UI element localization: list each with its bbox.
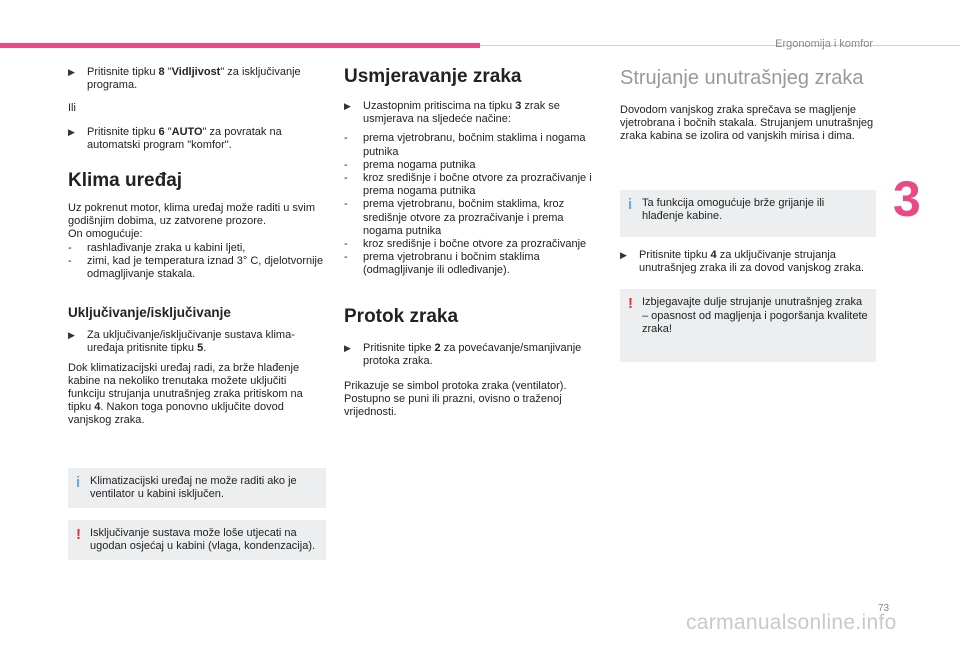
column-middle — [344, 66, 600, 430]
air-flow-paragraph: Prikazuje se simbol protoka zraka (ventilator). Postupno se puni ili prazni, ovisno o traženoj vrijednosti. — [344, 380, 567, 419]
list-item: - prema vjetrobranu, bočnim staklima, kroz središnje otvore za prozračivanje i prema nogama putnika — [344, 198, 565, 237]
step-visibility-off: ▶ Pritisnite tipku 8 "Vidljivost" za isključivanje programa. — [68, 66, 301, 92]
list-item: - prema vjetrobranu i bočnim staklima (odmagljivanje ili odleđivanje). — [344, 251, 540, 277]
step-arrow-icon: ▶ — [344, 342, 351, 353]
list-item: - zimi, kad je temperatura iznad 3° C, djelotvornije odmagljivanje stakala. — [68, 254, 324, 281]
heading-on-off: Uključivanje/isključivanje — [68, 305, 231, 321]
step-recirculation: ▶ Pritisnite tipku 4 za uključivanje strujanja unutrašnjeg zraka ili za dovod vanjskog zraka. — [620, 249, 865, 275]
list-item: - prema nogama putnika — [344, 158, 476, 171]
recirculation-intro: Dovodom vanjskog zraka sprečava se magljenje vjetrobrana i bočnih stakala. Strujanjem unutrašnjeg zraka kabina se izolira od vanjskih mirisa i dima. — [620, 104, 874, 143]
page-number: 73 — [878, 603, 890, 614]
heading-recirculation: Strujanje unutrašnjeg zraka — [620, 67, 864, 89]
list-item: - kroz središnje i bočne otvore za prozračivanje i prema nogama putnika — [344, 172, 592, 198]
info-icon: i — [628, 195, 633, 213]
warning-note-ac-off: ! Isključivanje sustava može loše utjecati na ugodan osjećaj u kabini (vlaga, kondenzacija). — [68, 520, 326, 560]
chapter-number: 3 — [893, 171, 921, 227]
warning-icon: ! — [76, 526, 81, 544]
step-arrow-icon: ▶ — [620, 250, 627, 261]
list-item: - prema vjetrobranu, bočnim staklima i nogama putnika — [344, 132, 586, 158]
list-item: - rashlađivanje zraka u kabini ljeti, — [68, 241, 246, 254]
step-arrow-icon: ▶ — [68, 126, 75, 137]
ac-intro: Uz pokrenut motor, klima uređaj može raditi u svim godišnjim dobima, uz zatvorene prozore. — [68, 202, 315, 228]
step-air-distribution: ▶ Uzastopnim pritiscima na tipku 3 zrak se usmjerava na sljedeće načine: — [344, 100, 560, 126]
header-rule — [480, 45, 960, 46]
chapter-title: Ergonomija i komfor — [775, 38, 873, 50]
air-distribution-list — [344, 132, 600, 277]
ac-recirculation-paragraph: Dok klimatizacijski uređaj radi, za brže hlađenje kabine na nekoliko trenutaka možete uključiti funkciju strujanja unutrašnjeg zraka pritiskom na tipku 4. Nakon toga ponovno uključite dovod vanjskog zraka. — [68, 361, 303, 427]
header-accent-bar — [0, 43, 480, 48]
warning-icon: ! — [628, 295, 633, 313]
heading-air-distribution: Usmjeravanje zraka — [344, 66, 522, 87]
step-air-flow: ▶ Pritisnite tipke 2 za povećavanje/smanjivanje protoka zraka. — [344, 341, 582, 367]
list-item: - kroz središnje i bočne otvore za prozračivanje — [344, 238, 587, 251]
ac-enables: On omogućuje: — [68, 228, 143, 241]
heading-air-flow: Protok zraka — [344, 305, 459, 327]
step-ac-toggle: ▶ Za uključivanje/isključivanje sustava klima-uređaja pritisnite tipku 5. — [68, 329, 295, 355]
step-arrow-icon: ▶ — [68, 67, 75, 77]
step-auto: ▶ Pritisnite tipku 6 "AUTO" za povratak na automatski program "komfor". — [68, 125, 282, 151]
column-right — [620, 66, 876, 362]
heading-air-conditioning: Klima uređaj — [68, 170, 183, 192]
warning-note-recirculation: ! Izbjegavajte dulje strujanje unutrašnjeg zraka – opasnost od magljenja i pogoršanja kvalitete zraka! — [620, 289, 876, 362]
watermark: carmanualsonline.info — [686, 611, 897, 634]
or-text: Ili — [68, 102, 76, 115]
info-note-fan: i Klimatizacijski uređaj ne može raditi ako je ventilator u kabini isključen. — [68, 468, 326, 508]
step-arrow-icon: ▶ — [344, 101, 351, 111]
ac-feature-list — [68, 242, 326, 282]
info-icon: i — [76, 473, 81, 491]
step-arrow-icon: ▶ — [68, 330, 75, 341]
column-left — [68, 66, 326, 560]
info-note-recirculation: i Ta funkcija omogućuje brže grijanje ili hlađenje kabine. — [620, 190, 876, 237]
